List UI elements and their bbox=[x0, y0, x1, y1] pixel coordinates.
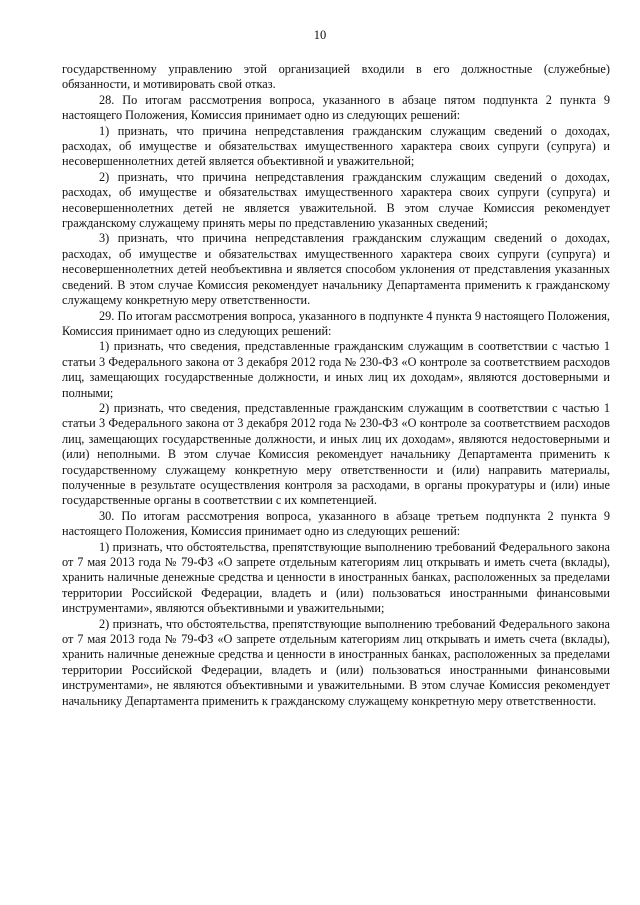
paragraph-item-30: 30. По итогам рассмотрения вопроса, указанного в абзаце третьем подпункта 2 пункта 9 настоящего Положения, Комиссия принимает одно из следующих решений: bbox=[62, 508, 610, 539]
paragraph-29-option-1: 1) признать, что сведения, представленные гражданским служащим в соответствии с частью 1 статьи 3 Федерального закона от 3 декабря 2012 года № 230-ФЗ «О контроле за соответствием расходов лиц, замещающих государственные должности, и иных лиц их доходам», являются достоверными и полными; bbox=[62, 339, 610, 400]
paragraph-28-option-2: 2) признать, что причина непредставления гражданским служащим сведений о доходах, расходах, об имуществе и обязательствах имущественного характера своих супруги (супруга) и несовершеннолетних детей не является уважительной. В этом случае Комиссия рекомендует гражданскому служащему принять меры по представлению указанных сведений; bbox=[62, 169, 610, 231]
paragraph-29-option-2: 2) признать, что сведения, представленные гражданским служащим в соответствии с частью 1 статьи 3 Федерального закона от 3 декабря 2012 года № 230-ФЗ «О контроле за соответствием расходов лиц, замещающих государственные должности, и иных лиц их доходам», являются недостоверными и (или) неполными. В этом случае Комиссия рекомендует начальнику Департамента применить к государственному служащему конкретную меру ответственности и (или) направить материалы, полученные в результате осуществления контроля за расходами, в органы прокуратуры и (или) иные государственные органы в соответствии с их компетенцией. bbox=[62, 400, 610, 508]
paragraph-30-option-1: 1) признать, что обстоятельства, препятствующие выполнению требований Федерального закона от 7 мая 2013 года № 79-ФЗ «О запрете отдельным категориям лиц открывать и иметь счета (вклады), хранить наличные денежные средства и ценности в иностранных банках, расположенных за пределами территории Российской Федерации, владеть и (или) пользоваться иностранными финансовыми инструментами», являются объективными и уважительными; bbox=[62, 539, 610, 616]
paragraph-item-28: 28. По итогам рассмотрения вопроса, указанного в абзаце пятом подпункта 2 пункта 9 настоящего Положения, Комиссия принимает одно из следующих решений: bbox=[62, 92, 610, 123]
paragraph-item-29: 29. По итогам рассмотрения вопроса, указанного в подпункте 4 пункта 9 настоящего Положения, Комиссия принимает одно из следующих решений: bbox=[62, 308, 610, 338]
page-number: 10 bbox=[313, 28, 327, 42]
paragraph-30-option-2: 2) признать, что обстоятельства, препятствующие выполнению требований Федерального закона от 7 мая 2013 года № 79-ФЗ «О запрете отдельным категориям лиц открывать и иметь счета (вклады), хранить наличные денежные средства и ценности в иностранных банках, расположенных за пределами территории Российской Федерации, владеть и (или) пользоваться иностранными финансовыми инструментами», не являются объективными и уважительными. В этом случае Комиссия рекомендует начальнику Департамента применить к гражданскому служащему конкретную меру ответственности. bbox=[62, 616, 610, 708]
paragraph-continuation: государственному управлению этой организацией входили в его должностные (служебные) обязанности, и мотивировать свой отказ. bbox=[62, 62, 610, 92]
paragraph-28-option-3: 3) признать, что причина непредставления гражданским служащим сведений о доходах, расходах, об имуществе и обязательствах имущественного характера своих супруги (супруга) и несовершеннолетних детей необъективна и является способом уклонения от представления указанных сведений. В этом случае Комиссия рекомендует начальнику Департамента применить к гражданскому служащему конкретную меру ответственности. bbox=[62, 231, 610, 308]
document-body bbox=[62, 62, 610, 709]
paragraph-28-option-1: 1) признать, что причина непредставления гражданским служащим сведений о доходах, расходах, об имуществе и обязательствах имущественного характера своих супруги (супруга) и несовершеннолетних детей является объективной и уважительной; bbox=[62, 123, 610, 169]
